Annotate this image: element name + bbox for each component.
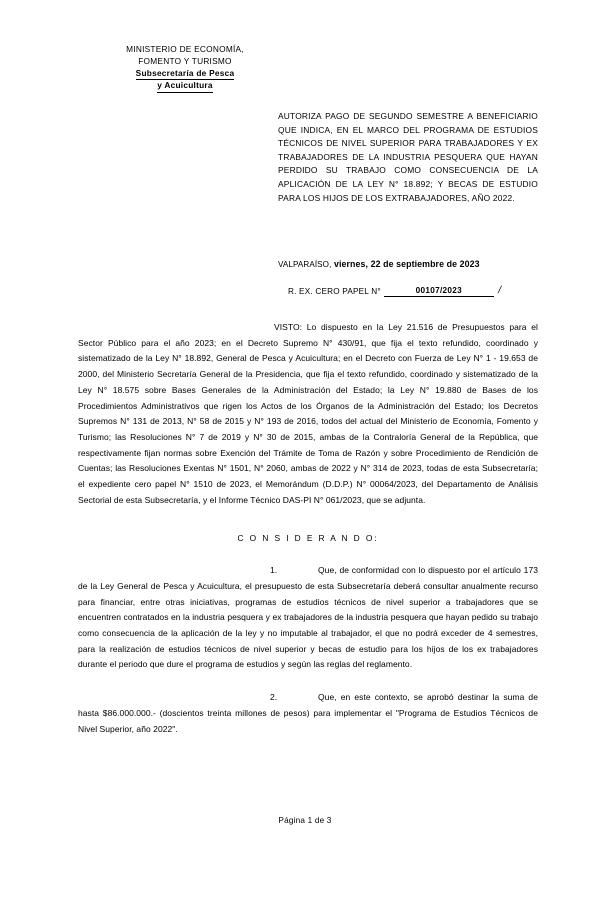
document-subject-block: AUTORIZA PAGO DE SEGUNDO SEMESTRE A BENEFICIARIO QUE INDICA, EN EL MARCO DEL PROGRAMA DE ESTUDIOS TÉCNICOS DE NIVEL SUPERIOR PARA TRABAJADORES Y EX TRABAJADORES DE LA INDUSTRIA PESQUERA QUE HAYAN PERDIDO SU TRABAJO COMO CONSECUENCIA DE LA APLICACIÓN DE LA LEY N° 18.892; Y BECAS DE ESTUDIO PARA LOS HIJOS DE LOS EXTRABAJADORES, AÑO 2022.: [278, 111, 538, 203]
resolution-number-field: [384, 286, 494, 297]
date-text: viernes, 22 de septiembre de 2023: [333, 259, 480, 269]
letterhead-ministry-line1: [60, 44, 310, 56]
letterhead-line1-text: MINISTERIO DE ECONOMÍA,: [126, 44, 244, 54]
page-number-text: Página 1 de 3: [278, 816, 332, 825]
considerando-1-number: 1.: [270, 565, 278, 576]
letterhead: [60, 44, 310, 93]
visto-text: Lo dispuesto en la Ley 21.516 de Presupuestos para el Sector Público para el año 2023; en el Decreto Supremo N° 430/91, que fija el texto refundido, coordinado y sistematizado de la Ley N° 18.892, General de Pesca y Acuicultura; en el Decreto con Fuerza de Ley N° 1 - 19.653 de 2000, del Ministerio Secretaría General de la Presidencia, que fija el texto refundido, coordinado y sistematizado de la Ley N° 18.575 sobre Bases Generales de la Administración del Estado; la Ley N° 19.880 de Bases de los Procedimientos Administrativos que rigen los Actos de los Órganos de la Administración del Estado; los Decretos Supremos N° 131 de 2013, N° 58 de 2015 y N° 193 de 2016, todos del actual del Ministerio de Economía, Fomento y Turismo; las Resoluciones N° 7 de 2019 y N° 30 de 2015, ambas de la Contraloría General de la República, que respectivamente fijan normas sobre Exención del Trámite de Toma de Razón y sobre Procedimiento de Rendición de Cuentas; las Resoluciones Exentas N° 1501, N° 2060, ambas de 2022 y N° 314 de 2023, todas de esta Subsecretaría; el expediente cero papel N° 1510 de 2023, el Memorándum (D.D.P.) N° 00064/2023, del Departamento de Análisis Sectorial de esta Subsecretaría, y el Informe Técnico DAS-PI N° 061/2023, que se adjunta.: [78, 322, 538, 505]
letterhead-line3-text: Subsecretaría de Pesca: [136, 68, 235, 81]
letterhead-line4-text: y Acuicultura: [157, 80, 213, 93]
considerando-2-number: 2.: [270, 692, 278, 703]
considerando-heading: C O N S I D E R A N D O:: [237, 532, 379, 543]
letterhead-subsecretaria-line2: [60, 80, 310, 93]
visto-keyword: VISTO:: [274, 322, 303, 332]
considerando-item-1: [78, 563, 538, 673]
resolution-number-slash: /: [496, 285, 503, 296]
document-body: [78, 320, 538, 737]
considerando-item-2: [78, 690, 538, 737]
resolution-number-label: R. EX. CERO PAPEL N°: [288, 287, 381, 296]
letterhead-line2-text: FOMENTO Y TURISMO: [138, 55, 232, 66]
letterhead-ministry-line2: [60, 56, 310, 68]
considerando-1-text: Que, de conformidad con lo dispuesto por el artículo 173 de la Ley General de Pesca y Acuicultura, el presupuesto de esta Subsecretaría deberá consultar anualmente recurso para financiar, entre otras iniciativas, programas de estudios técnicos de nivel superior a trabajadores que se encuentren contratados en la industria pesquera y ex trabajadores de la industria pesquera que hayan pedido su trabajo como consecuencia de la aplicación de la ley y no imputable al trabajador, el que no podrá exceder de 4 semestres, para la realización de estudios técnicos de nivel superior y becas de estudio para los hijos de los ex trabajadores durante el periodo que dure el programa de estudios y según las reglas del reglamento.: [78, 565, 538, 670]
letterhead-subsecretaria-line1: [60, 68, 310, 81]
place-text: VALPARAÍSO,: [278, 260, 332, 269]
page-footer: [0, 816, 600, 825]
visto-paragraph: [78, 320, 538, 509]
place-and-date: [278, 259, 540, 269]
resolution-number-line: [288, 286, 501, 297]
considerando-2-text: Que, en este contexto, se aprobó destinar la suma de hasta $86.000.000.- (doscientos treinta millones de pesos) para implementar el "Programa de Estudios Técnicos de Nivel Superior, año 2022".: [78, 692, 538, 734]
resolution-number-value: 00107/2023: [415, 286, 462, 295]
